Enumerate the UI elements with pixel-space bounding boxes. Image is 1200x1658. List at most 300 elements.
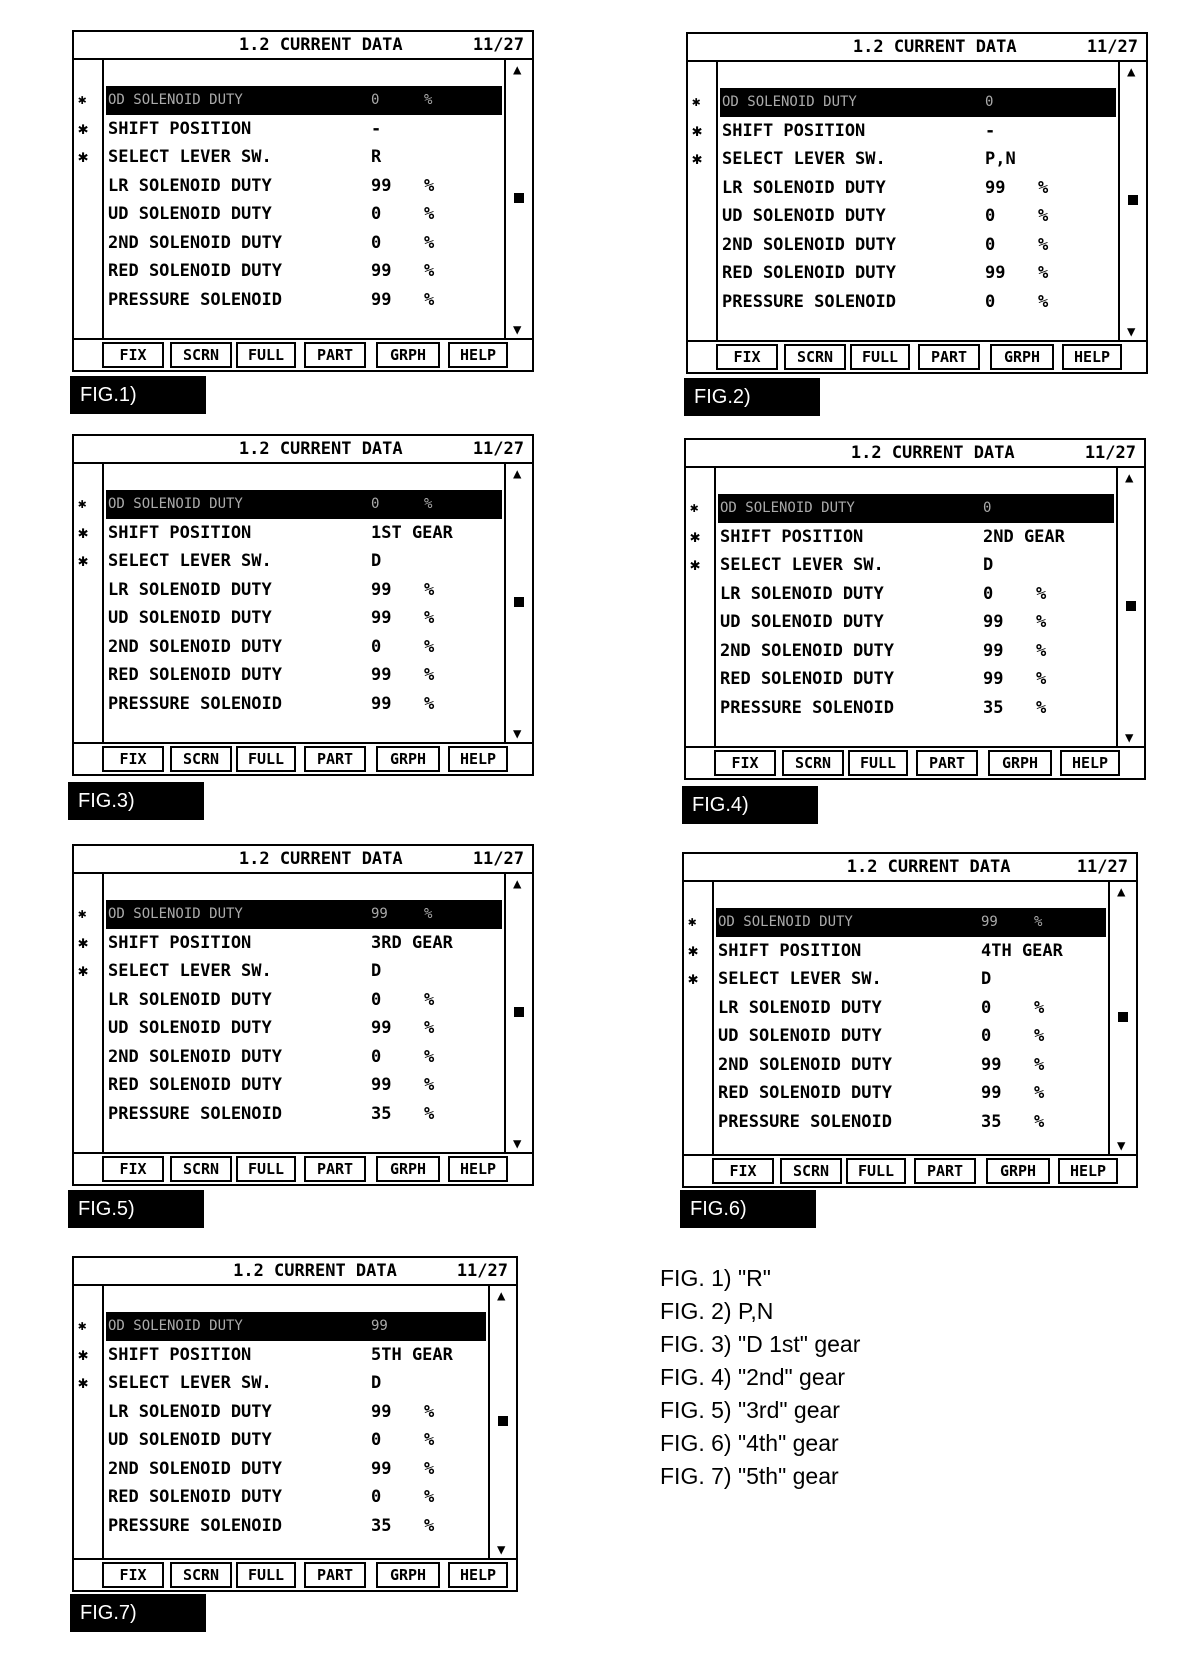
legend-item: FIG. 7) "5th" gear <box>660 1463 839 1489</box>
data-label: SELECT LEVER SW. <box>718 969 882 989</box>
data-label: RED SOLENOID DUTY <box>720 669 894 689</box>
data-row[interactable] <box>716 1051 1106 1080</box>
data-list <box>688 908 1106 1136</box>
data-label: OD SOLENOID DUTY <box>108 496 243 512</box>
scroll-thumb[interactable] <box>1128 195 1138 205</box>
data-row[interactable] <box>78 86 502 115</box>
data-label: 2ND SOLENOID DUTY <box>108 1046 282 1067</box>
data-row[interactable] <box>78 900 502 929</box>
fixed-marker-icon: ✱ <box>78 92 87 108</box>
data-label: LR SOLENOID DUTY <box>108 989 272 1010</box>
function-key-bar <box>74 1558 516 1590</box>
page-indicator: 11/27 <box>456 1261 508 1281</box>
data-label: LR SOLENOID DUTY <box>108 175 272 196</box>
full-button[interactable]: FULL <box>846 1158 906 1184</box>
legend-item: FIG. 5) "3rd" gear <box>660 1397 840 1423</box>
help-button[interactable]: HELP <box>448 1156 508 1182</box>
fixed-marker-icon: ✱ <box>78 1318 87 1334</box>
scroll-thumb[interactable] <box>514 193 524 203</box>
data-label: OD SOLENOID DUTY <box>718 914 853 930</box>
scrn-button[interactable]: SCRN <box>780 1158 842 1184</box>
scroll-up-icon[interactable]: ▲ <box>513 876 522 892</box>
function-key-bar <box>74 742 532 774</box>
data-row[interactable] <box>688 908 1106 937</box>
data-label: SHIFT POSITION <box>108 1344 252 1365</box>
scrn-button[interactable]: SCRN <box>782 750 844 776</box>
data-value: 99 <box>985 263 1006 283</box>
data-row[interactable] <box>688 965 1106 994</box>
figure-label: FIG.3) <box>68 782 204 820</box>
data-label: PRESSURE SOLENOID <box>108 693 282 714</box>
data-row[interactable] <box>720 288 1116 317</box>
page-indicator: 11/27 <box>472 439 524 459</box>
fixed-marker-icon: ✱ <box>78 147 89 167</box>
data-label: 2ND SOLENOID DUTY <box>718 1054 892 1075</box>
data-unit: % <box>1036 583 1047 604</box>
figure-label: FIG.1) <box>70 376 206 414</box>
data-value: 99 <box>371 1401 392 1422</box>
full-button[interactable]: FULL <box>848 750 908 776</box>
scanner-screen <box>72 844 534 1186</box>
data-label: PRESSURE SOLENOID <box>108 289 282 310</box>
data-row[interactable] <box>78 519 502 548</box>
screen-title: 1.2 CURRENT DATA <box>238 35 403 55</box>
data-unit: % <box>424 665 435 685</box>
fixed-marker-icon: ✱ <box>688 969 699 989</box>
fixed-marker-icon: ✱ <box>690 500 699 516</box>
data-list <box>692 88 1116 316</box>
data-value: 0 <box>371 232 382 253</box>
part-button[interactable]: PART <box>304 1562 366 1588</box>
scroll-thumb[interactable] <box>498 1416 508 1426</box>
full-button[interactable]: FULL <box>850 344 910 370</box>
data-unit: % <box>1038 177 1049 198</box>
grph-button[interactable]: GRPH <box>376 1156 440 1182</box>
data-value: 35 <box>983 697 1004 718</box>
data-label: SHIFT POSITION <box>722 120 866 141</box>
data-unit: % <box>1036 612 1047 632</box>
legend-item: FIG. 6) "4th" gear <box>660 1430 839 1456</box>
data-row[interactable] <box>718 580 1114 609</box>
help-button[interactable]: HELP <box>1058 1158 1118 1184</box>
data-row[interactable] <box>718 665 1114 694</box>
fix-button[interactable]: FIX <box>714 750 776 776</box>
data-value: D <box>983 555 994 575</box>
data-value: D <box>371 961 382 981</box>
data-row[interactable] <box>106 286 502 315</box>
scroll-up-icon[interactable]: ▲ <box>1117 884 1126 900</box>
data-value: 0 <box>371 636 382 657</box>
grph-button[interactable]: GRPH <box>986 1158 1050 1184</box>
part-button[interactable]: PART <box>304 746 366 772</box>
data-label: UD SOLENOID DUTY <box>108 204 272 224</box>
data-value: 99 <box>371 175 392 196</box>
data-value: D <box>371 551 382 571</box>
data-row[interactable] <box>78 929 502 958</box>
data-label: SELECT LEVER SW. <box>108 1373 272 1393</box>
scanner-screen <box>72 1256 518 1592</box>
data-row[interactable] <box>720 231 1116 260</box>
fixed-marker-icon: ✱ <box>78 551 89 571</box>
screen-title: 1.2 CURRENT DATA <box>238 849 403 869</box>
data-unit: % <box>1036 669 1047 689</box>
grph-button[interactable]: GRPH <box>990 344 1054 370</box>
data-value: 99 <box>983 640 1004 661</box>
fixed-marker-icon: ✱ <box>78 1373 89 1393</box>
data-value: 99 <box>371 1018 392 1038</box>
data-row[interactable] <box>106 986 502 1015</box>
data-label: 2ND SOLENOID DUTY <box>722 234 896 255</box>
data-row[interactable] <box>78 143 502 172</box>
data-list <box>78 900 502 1128</box>
data-label: PRESSURE SOLENOID <box>108 1515 282 1536</box>
data-label: SHIFT POSITION <box>720 526 864 547</box>
help-button[interactable]: HELP <box>448 1562 508 1588</box>
scroll-down-icon[interactable]: ▼ <box>1117 1138 1126 1154</box>
data-row[interactable] <box>106 604 502 633</box>
data-unit: % <box>424 175 435 196</box>
fix-button[interactable]: FIX <box>102 342 164 368</box>
data-row[interactable] <box>78 1369 486 1398</box>
data-label: UD SOLENOID DUTY <box>108 1430 272 1450</box>
scanner-screen <box>684 438 1146 780</box>
data-row[interactable] <box>78 1312 486 1341</box>
scroll-up-icon[interactable]: ▲ <box>513 466 522 482</box>
help-button[interactable]: HELP <box>1062 344 1122 370</box>
data-label: LR SOLENOID DUTY <box>718 997 882 1018</box>
data-row[interactable] <box>106 690 502 719</box>
data-unit: % <box>424 1458 435 1479</box>
data-row[interactable] <box>718 694 1114 723</box>
fixed-marker-icon: ✱ <box>688 914 697 930</box>
full-button[interactable]: FULL <box>236 1562 296 1588</box>
scroll-down-icon[interactable]: ▼ <box>1125 730 1134 746</box>
data-label: 2ND SOLENOID DUTY <box>720 640 894 661</box>
scrollbar[interactable] <box>1118 60 1146 342</box>
data-row[interactable] <box>690 494 1114 523</box>
figure-label: FIG.4) <box>682 786 818 824</box>
data-row[interactable] <box>688 937 1106 966</box>
scrollbar[interactable] <box>504 462 532 744</box>
scroll-thumb[interactable] <box>1118 1012 1128 1022</box>
screen-title-bar <box>74 1258 516 1286</box>
fix-button[interactable]: FIX <box>102 746 164 772</box>
data-label: 2ND SOLENOID DUTY <box>108 232 282 253</box>
part-button[interactable]: PART <box>916 750 978 776</box>
data-row[interactable] <box>106 200 502 229</box>
help-button[interactable]: HELP <box>448 746 508 772</box>
scrollbar[interactable] <box>1108 880 1136 1156</box>
page-indicator: 11/27 <box>1076 857 1128 877</box>
fix-button[interactable]: FIX <box>716 344 778 370</box>
data-label: SELECT LEVER SW. <box>108 961 272 981</box>
data-value: 0 <box>371 92 380 108</box>
legend-item: FIG. 2) P,N <box>660 1298 774 1324</box>
data-row[interactable] <box>106 172 502 201</box>
data-label: OD SOLENOID DUTY <box>108 906 243 922</box>
data-row[interactable] <box>106 1014 502 1043</box>
data-row[interactable] <box>718 608 1114 637</box>
data-label: UD SOLENOID DUTY <box>722 206 886 226</box>
scroll-up-icon[interactable]: ▲ <box>1125 470 1134 486</box>
help-button[interactable]: HELP <box>448 342 508 368</box>
data-unit: % <box>1038 263 1049 283</box>
scanner-screen <box>682 852 1138 1188</box>
data-row[interactable] <box>106 1043 502 1072</box>
fixed-marker-icon: ✱ <box>692 120 703 141</box>
function-key-bar <box>686 746 1144 778</box>
scroll-down-icon[interactable]: ▼ <box>513 1136 522 1152</box>
data-value: 99 <box>983 669 1004 689</box>
data-value: 0 <box>985 206 996 226</box>
scrollbar[interactable] <box>504 872 532 1154</box>
part-button[interactable]: PART <box>914 1158 976 1184</box>
data-label: PRESSURE SOLENOID <box>720 697 894 718</box>
part-button[interactable]: PART <box>304 1156 366 1182</box>
data-unit: % <box>1036 640 1047 661</box>
data-row[interactable] <box>78 1341 486 1370</box>
scroll-up-icon[interactable]: ▲ <box>1127 64 1136 80</box>
data-row[interactable] <box>106 1398 486 1427</box>
data-value: 99 <box>371 693 392 714</box>
data-row[interactable] <box>106 257 502 286</box>
data-label: OD SOLENOID DUTY <box>108 1318 243 1334</box>
scanner-screen <box>686 32 1148 374</box>
data-value: 0 <box>985 291 996 312</box>
grph-button[interactable]: GRPH <box>376 1562 440 1588</box>
data-label: RED SOLENOID DUTY <box>722 263 896 283</box>
page-indicator: 11/27 <box>1086 37 1138 57</box>
data-unit: % <box>424 608 435 628</box>
page-indicator: 11/27 <box>1084 443 1136 463</box>
function-key-bar <box>74 1152 532 1184</box>
data-list <box>78 86 502 314</box>
data-label: RED SOLENOID DUTY <box>108 261 282 281</box>
data-unit: % <box>1034 1111 1045 1132</box>
data-value: 1ST GEAR <box>371 522 453 543</box>
figure-label: FIG.5) <box>68 1190 204 1228</box>
data-row[interactable] <box>716 1108 1106 1137</box>
scroll-down-icon[interactable]: ▼ <box>497 1542 506 1558</box>
data-label: LR SOLENOID DUTY <box>108 579 272 600</box>
data-label: PRESSURE SOLENOID <box>722 291 896 312</box>
figure-legend <box>660 1262 860 1493</box>
data-unit: % <box>424 1075 435 1095</box>
data-value: 0 <box>981 1026 992 1046</box>
data-row[interactable] <box>106 1455 486 1484</box>
data-row[interactable] <box>690 523 1114 552</box>
data-row[interactable] <box>720 174 1116 203</box>
data-label: OD SOLENOID DUTY <box>722 94 857 110</box>
scrn-button[interactable]: SCRN <box>170 1562 232 1588</box>
data-value: 5TH GEAR <box>371 1344 453 1365</box>
data-list <box>690 494 1114 722</box>
part-button[interactable]: PART <box>918 344 980 370</box>
fixed-marker-icon: ✱ <box>78 906 87 922</box>
data-row[interactable] <box>720 202 1116 231</box>
scroll-thumb[interactable] <box>514 1007 524 1017</box>
data-row[interactable] <box>692 117 1116 146</box>
part-button[interactable]: PART <box>304 342 366 368</box>
data-value: R <box>371 147 382 167</box>
data-unit: % <box>424 636 435 657</box>
fixed-marker-icon: ✱ <box>692 149 703 169</box>
data-row[interactable] <box>106 1071 502 1100</box>
data-unit: % <box>1034 1054 1045 1075</box>
legend-item: FIG. 1) "R" <box>660 1265 771 1291</box>
data-label: SELECT LEVER SW. <box>108 147 272 167</box>
scroll-thumb[interactable] <box>1126 601 1136 611</box>
data-value: 0 <box>371 1487 382 1507</box>
screen-title-bar <box>686 440 1144 468</box>
data-row[interactable] <box>716 1079 1106 1108</box>
data-value: D <box>371 1373 382 1393</box>
data-label: UD SOLENOID DUTY <box>720 612 884 632</box>
data-value: 0 <box>371 989 382 1010</box>
data-row[interactable] <box>690 551 1114 580</box>
scrollbar[interactable] <box>1116 466 1144 748</box>
full-button[interactable]: FULL <box>236 1156 296 1182</box>
grph-button[interactable]: GRPH <box>376 342 440 368</box>
figure-label: FIG.6) <box>680 1190 816 1228</box>
data-row[interactable] <box>78 547 502 576</box>
figure-label: FIG.2) <box>684 378 820 416</box>
data-label: 2ND SOLENOID DUTY <box>108 636 282 657</box>
data-row[interactable] <box>718 637 1114 666</box>
data-row[interactable] <box>720 259 1116 288</box>
scrn-button[interactable]: SCRN <box>170 1156 232 1182</box>
data-unit: % <box>424 989 435 1010</box>
data-value: 99 <box>371 608 392 628</box>
data-row[interactable] <box>716 994 1106 1023</box>
data-row[interactable] <box>106 633 502 662</box>
grph-button[interactable]: GRPH <box>376 746 440 772</box>
fixed-marker-icon: ✱ <box>78 961 89 981</box>
data-unit: % <box>424 1515 435 1536</box>
fix-button[interactable]: FIX <box>102 1562 164 1588</box>
fix-button[interactable]: FIX <box>712 1158 774 1184</box>
data-row[interactable] <box>106 1483 486 1512</box>
data-row[interactable] <box>106 1426 486 1455</box>
screen-title-bar <box>74 436 532 464</box>
data-value: 0 <box>371 204 382 224</box>
fix-button[interactable]: FIX <box>102 1156 164 1182</box>
data-value: 0 <box>371 496 380 512</box>
data-label: SHIFT POSITION <box>108 118 252 139</box>
fixed-marker-icon: ✱ <box>78 118 89 139</box>
data-row[interactable] <box>106 576 502 605</box>
screen-title: 1.2 CURRENT DATA <box>852 37 1017 57</box>
data-value: 99 <box>371 289 392 310</box>
data-value: 99 <box>981 1054 1002 1075</box>
data-row[interactable] <box>106 229 502 258</box>
data-value: D <box>981 969 992 989</box>
data-label: LR SOLENOID DUTY <box>722 177 886 198</box>
data-value: 99 <box>371 1318 388 1334</box>
function-key-bar <box>688 340 1146 372</box>
scanner-screen <box>72 434 534 776</box>
data-value: 99 <box>983 612 1004 632</box>
scrn-button[interactable]: SCRN <box>784 344 846 370</box>
scroll-up-icon[interactable]: ▲ <box>497 1288 506 1304</box>
data-label: PRESSURE SOLENOID <box>718 1111 892 1132</box>
function-key-bar <box>684 1154 1136 1186</box>
data-label: OD SOLENOID DUTY <box>720 500 855 516</box>
data-value: 35 <box>981 1111 1002 1132</box>
fixed-marker-icon: ✱ <box>78 932 89 953</box>
data-row[interactable] <box>78 115 502 144</box>
data-list <box>78 490 502 718</box>
data-value: - <box>985 120 996 141</box>
fixed-marker-icon: ✱ <box>78 1344 89 1365</box>
data-value: 35 <box>371 1103 392 1124</box>
scrn-button[interactable]: SCRN <box>170 342 232 368</box>
data-label: SHIFT POSITION <box>108 522 252 543</box>
data-row[interactable] <box>78 490 502 519</box>
data-row[interactable] <box>106 1100 502 1129</box>
data-label: RED SOLENOID DUTY <box>108 1075 282 1095</box>
data-label: UD SOLENOID DUTY <box>108 1018 272 1038</box>
data-label: SELECT LEVER SW. <box>720 555 884 575</box>
data-unit: % <box>1034 997 1045 1018</box>
full-button[interactable]: FULL <box>236 342 296 368</box>
scroll-up-icon[interactable]: ▲ <box>513 62 522 78</box>
data-value: 99 <box>985 177 1006 198</box>
page-indicator: 11/27 <box>472 35 524 55</box>
scanner-screen <box>72 30 534 372</box>
data-label: RED SOLENOID DUTY <box>718 1083 892 1103</box>
data-label: SHIFT POSITION <box>108 932 252 953</box>
scrollbar[interactable] <box>488 1284 516 1560</box>
data-value: 99 <box>371 906 388 922</box>
screen-title-bar <box>684 854 1136 882</box>
data-label: LR SOLENOID DUTY <box>720 583 884 604</box>
screen-title-bar <box>74 32 532 60</box>
data-unit: % <box>424 232 435 253</box>
data-value: 0 <box>371 1046 382 1067</box>
data-row[interactable] <box>78 957 502 986</box>
data-value: 99 <box>371 665 392 685</box>
fixed-marker-icon: ✱ <box>78 496 87 512</box>
scroll-thumb[interactable] <box>514 597 524 607</box>
data-unit: % <box>1038 234 1049 255</box>
grph-button[interactable]: GRPH <box>988 750 1052 776</box>
data-row[interactable] <box>106 661 502 690</box>
data-value: P,N <box>985 149 1016 169</box>
data-row[interactable] <box>106 1512 486 1541</box>
scroll-down-icon[interactable]: ▼ <box>513 322 522 338</box>
scrn-button[interactable]: SCRN <box>170 746 232 772</box>
fixed-marker-icon: ✱ <box>688 940 699 961</box>
help-button[interactable]: HELP <box>1060 750 1120 776</box>
data-row[interactable] <box>692 145 1116 174</box>
data-row[interactable] <box>716 1022 1106 1051</box>
scroll-down-icon[interactable]: ▼ <box>1127 324 1136 340</box>
screen-title-bar <box>74 846 532 874</box>
data-row[interactable] <box>692 88 1116 117</box>
data-unit: % <box>424 579 435 600</box>
data-unit: % <box>1034 1083 1045 1103</box>
screen-title: 1.2 CURRENT DATA <box>846 857 1011 877</box>
full-button[interactable]: FULL <box>236 746 296 772</box>
data-value: 35 <box>371 1515 392 1536</box>
scroll-down-icon[interactable]: ▼ <box>513 726 522 742</box>
scrollbar[interactable] <box>504 58 532 340</box>
fixed-marker-icon: ✱ <box>692 94 701 110</box>
data-value: 0 <box>981 997 992 1018</box>
data-value: 0 <box>371 1430 382 1450</box>
fixed-marker-icon: ✱ <box>78 522 89 543</box>
